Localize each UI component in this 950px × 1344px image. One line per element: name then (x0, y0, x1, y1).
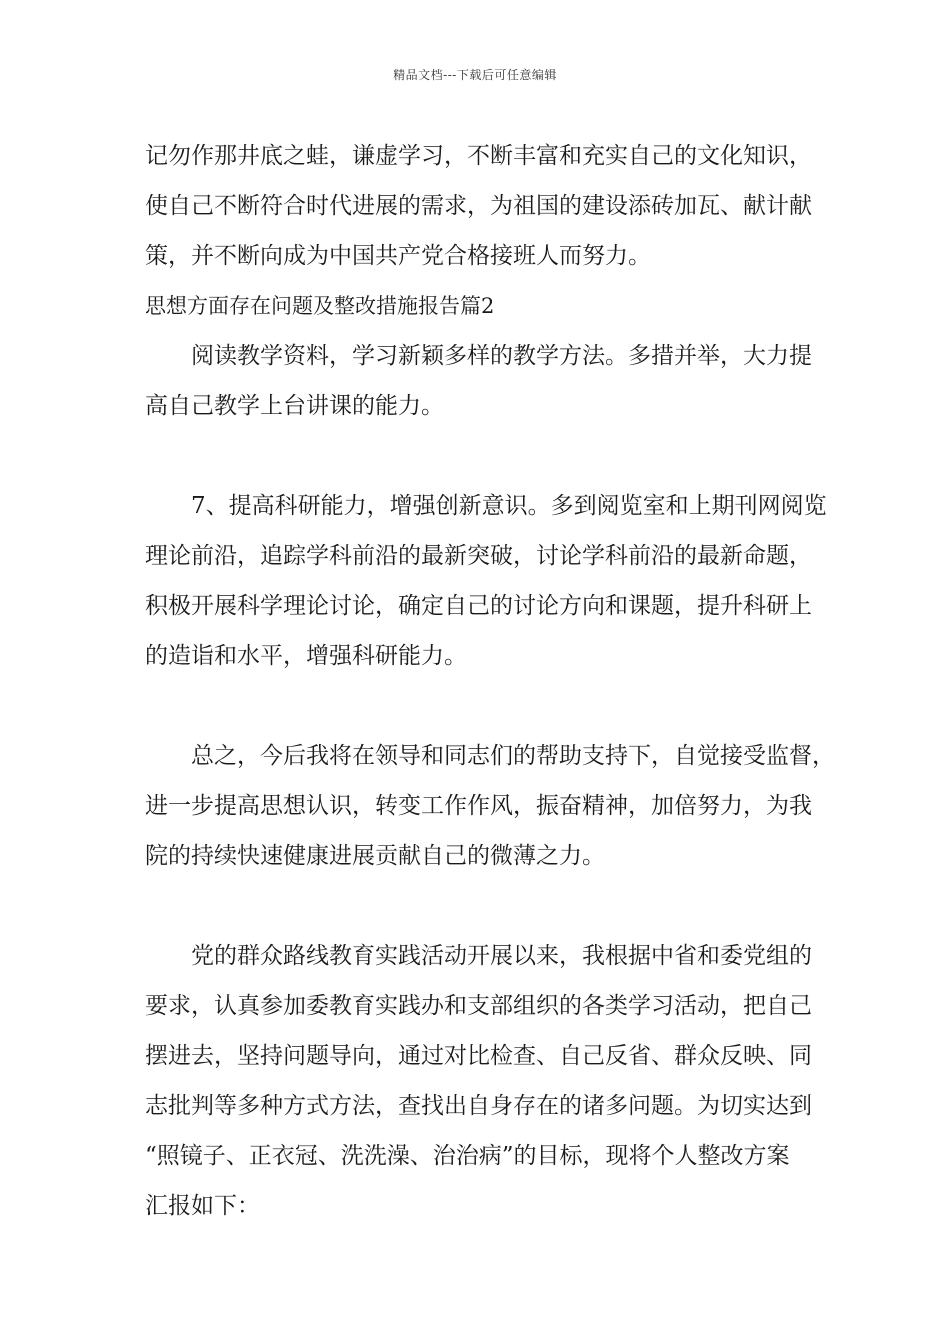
paragraph-5 (145, 931, 825, 1231)
paragraph-line: 策，并不断向成为中国共产党合格接班人而努力。 (145, 243, 651, 269)
blank-line (145, 681, 825, 731)
paragraph-line: 志批判等多种方式方法，查找出自身存在的诸多问题。为切实达到 (145, 1093, 812, 1119)
paragraph-line: 院的持续快速健康进展贡献自己的微薄之力。 (145, 843, 605, 869)
paragraph-line: 7、提高科研能力，增强创新意识。多到阅览室和上期刊网阅览 (191, 493, 827, 519)
paragraph-1 (145, 131, 825, 281)
paragraph-3 (145, 481, 825, 681)
paragraph-line: 的造诣和水平，增强科研能力。 (145, 643, 467, 669)
paragraph-line: 阅读教学资料，学习新颖多样的教学方法。多措并举，大力提 (191, 343, 812, 369)
paragraph-line: “照镜子、正衣冠、洗洗澡、治治病”的目标，现将个人整改方案 (145, 1143, 790, 1169)
blank-line (145, 431, 825, 481)
paragraph-4 (145, 731, 835, 881)
paragraph-line: 要求，认真参加委教育实践办和支部组织的各类学习活动，把自己 (145, 993, 812, 1019)
paragraph-line: 进一步提高思想认识，转变工作作风，振奋精神，加倍努力，为我 (145, 793, 812, 819)
paragraph-line: 汇报如下： (145, 1193, 260, 1219)
paragraph-line: 总之，今后我将在领导和同志们的帮助支持下，自觉接受监督， (191, 743, 835, 769)
paragraph-line: 理论前沿，追踪学科前沿的最新突破，讨论学科前沿的最新命题， (145, 543, 812, 569)
paragraph-line: 积极开展科学理论讨论，确定自己的讨论方向和课题，提升科研上 (145, 593, 812, 619)
blank-line (145, 881, 825, 931)
paragraph-2 (145, 331, 825, 431)
paragraph-line: 党的群众路线教育实践活动开展以来，我根据中省和委党组的 (191, 943, 812, 969)
paragraph-line: 记勿作那井底之蛙，谦虚学习，不断丰富和充实自己的文化知识， (145, 143, 812, 169)
section-title: 思想方面存在问题及整改措施报告篇2 (145, 294, 495, 318)
document-body (145, 131, 835, 1231)
paragraph-line: 高自己教学上台讲课的能力。 (145, 393, 444, 419)
paragraph-line: 使自己不断符合时代进展的需求，为祖国的建设添砖加瓦、献计献 (145, 193, 812, 219)
paragraph-line: 摆进去，坚持问题导向，通过对比检查、自己反省、群众反映、同 (145, 1043, 812, 1069)
page-header: 精品文档---下载后可任意编辑 (393, 68, 557, 82)
